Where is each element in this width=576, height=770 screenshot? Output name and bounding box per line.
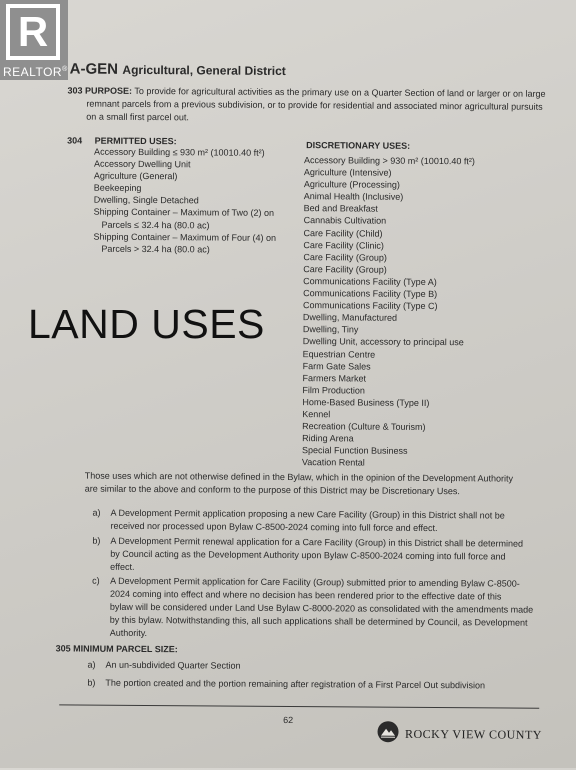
list-item: Beekeeping (93, 182, 142, 194)
list-item: Shipping Container – Maximum of Four (4) on (93, 231, 277, 243)
realtor-r-icon: R (6, 4, 60, 60)
clause-label: a) (87, 659, 96, 670)
list-item: Care Facility (Child) (303, 227, 383, 239)
clause-text: effect. (110, 561, 135, 572)
realtor-wordmark (3, 63, 68, 79)
page-number: 62 (283, 714, 294, 726)
list-item: Communications Facility (Type A) (303, 276, 437, 287)
rocky-view-county-logo-icon (377, 721, 399, 743)
clause-label: b) (87, 677, 96, 688)
list-item: Vacation Rental (301, 457, 365, 468)
section-number: 304 (67, 135, 83, 146)
clause-text: A Development Permit application for Care Facility (Group) submitted prior to amending Bylaw C-8500- (110, 575, 520, 589)
purpose-label: 303 PURPOSE: (67, 85, 133, 96)
other-uses-line-2: are similar to the above and conform to the purpose of this District may be Discretionary Uses. (84, 483, 460, 497)
list-item: Equestrian Centre (302, 348, 376, 360)
list-item: Accessory Dwelling Unit (93, 158, 191, 170)
list-item: Bed and Breakfast (303, 203, 378, 214)
min-parcel-b-text: The portion created and the portion remaining after registration of a First Parcel Out subdivision (105, 677, 486, 691)
permitted-uses-list (93, 146, 276, 256)
clause-text: bylaw will be considered under Land Use Bylaw C-8000-2020 as consolidated with the amendments made (109, 601, 534, 615)
district-name: Agricultural, General District (122, 62, 286, 78)
registered-mark: ® (62, 66, 68, 73)
permitted-heading: PERMITTED USES: (94, 135, 177, 147)
clause-label: a) (92, 507, 101, 518)
realtor-logo (0, 0, 68, 80)
list-item: Dwelling Unit, accessory to principal use (302, 336, 464, 348)
list-item: Farm Gate Sales (302, 360, 371, 372)
district-code: A-GEN (69, 60, 119, 78)
clause-text: received nor processed upon Bylaw C-8500-2024 coming into full force and effect. (110, 520, 438, 534)
list-item: Care Facility (Clinic) (303, 239, 384, 251)
list-item: Agriculture (General) (93, 170, 178, 182)
list-item: Farmers Market (302, 372, 367, 384)
list-item: Accessory Building ≤ 930 m² (10010.40 ft²) (94, 146, 265, 158)
list-item: Cannabis Cultivation (303, 215, 387, 227)
other-uses-line-1: Those uses which are not otherwise defined in the Bylaw, which in the opinion of the Development Authority (84, 470, 514, 484)
list-item: Riding Arena (302, 433, 354, 444)
list-item: Communications Facility (Type C) (302, 300, 438, 312)
list-item: Agriculture (Intensive) (303, 167, 392, 178)
discretionary-heading: DISCRETIONARY USES: (306, 140, 411, 151)
purpose-line-3: on a small first parcel out. (86, 111, 189, 123)
list-item: Film Production (302, 384, 365, 396)
land-uses-overlay: LAND USES (28, 301, 265, 347)
list-item: Accessory Building > 930 m² (10010.40 ft²) (303, 155, 475, 167)
purpose-text-1: To provide for agricultural activities as the primary use on a Quarter Section of land or larger or on large (134, 85, 546, 99)
list-item: Home-Based Business (Type II) (302, 396, 430, 408)
clause-text: A Development Permit renewal application for a Care Facility (Group) in this District shall be determined (110, 535, 524, 549)
list-item: Parcels > 32.4 ha (80.0 ac) (101, 243, 210, 255)
clause-text: A Development Permit application proposing a new Care Facility (Group) in this District shall not be (110, 507, 505, 521)
list-item: Dwelling, Manufactured (302, 312, 398, 323)
list-item: Care Facility (Group) (303, 251, 387, 263)
list-item: Recreation (Culture & Tourism) (302, 421, 426, 433)
clause-text: Authority. (109, 627, 148, 639)
realtor-brand-text: REALTOR (3, 65, 63, 79)
list-item: Parcels ≤ 32.4 ha (80.0 ac) (101, 219, 210, 231)
clause-text: by Council acting as the Development Authority upon Bylaw C-8500-2024 coming into full force and (110, 548, 506, 562)
list-item: Care Facility (Group) (303, 263, 387, 275)
min-parcel-heading: 305 MINIMUM PARCEL SIZE: (55, 643, 178, 655)
list-item: Shipping Container – Maximum of Two (2) on (93, 207, 275, 219)
clause-label: b) (92, 535, 101, 546)
list-item: Communications Facility (Type B) (303, 288, 438, 300)
list-item: Agriculture (Processing) (303, 179, 400, 190)
clause-label: c) (92, 575, 100, 586)
county-name: ROCKY VIEW COUNTY (404, 726, 543, 742)
purpose-line-2: remnant parcels from a previous subdivision, or to provide for residential and associated minor agricultural pursuits (86, 98, 543, 112)
list-item: Dwelling, Tiny (302, 324, 359, 335)
footer-divider (59, 704, 539, 708)
list-item: Dwelling, Single Detached (93, 195, 199, 206)
clause-text: by this bylaw. Notwithstanding this, all such applications shall be determined by Council, as Development (109, 614, 528, 628)
min-parcel-a-text: An un-subdivided Quarter Section (105, 659, 241, 671)
clause-text: 2024 coming into effect and where no decision has been rendered prior to the effective date of this (109, 588, 502, 602)
list-item: Special Function Business (301, 445, 408, 457)
list-item: Animal Health (Inclusive) (303, 191, 404, 203)
list-item: Kennel (302, 409, 331, 420)
district-title (70, 60, 286, 80)
discretionary-uses-list (302, 154, 475, 470)
